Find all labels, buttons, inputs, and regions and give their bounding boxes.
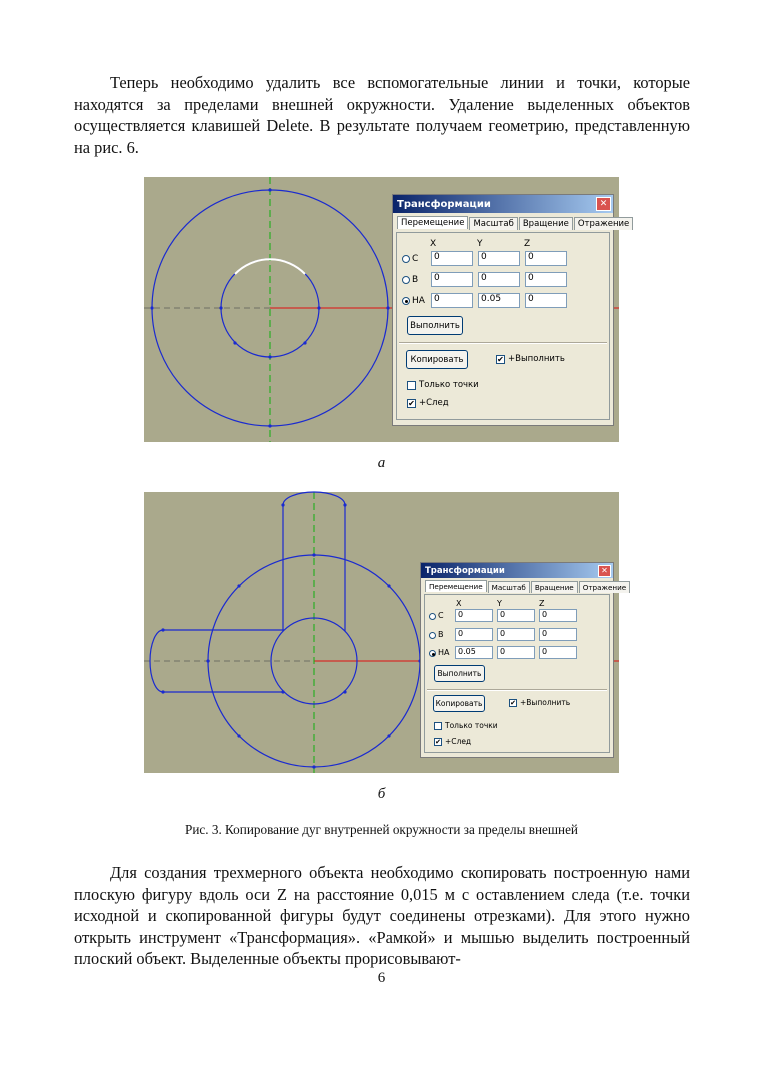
execute-button[interactable]: Выполнить — [407, 316, 463, 335]
plus-execute-checkbox[interactable]: ✔ — [510, 698, 516, 707]
only-points-checkbox[interactable] — [407, 381, 416, 390]
na-z-input[interactable]: 0 — [539, 646, 577, 659]
col-x-label: X — [456, 599, 462, 608]
close-icon[interactable]: ✕ — [598, 565, 611, 577]
tab-move[interactable]: Перемещение — [397, 216, 468, 229]
c-z-input[interactable]: 0 — [539, 609, 577, 622]
plus-trace-checkbox[interactable]: ✔ — [435, 737, 441, 746]
geometry-points — [161, 503, 421, 768]
plus-execute-label: +Выполнить — [508, 354, 565, 364]
col-z-label: Z — [524, 239, 531, 249]
page-number: 6 — [377, 970, 386, 986]
c-y-input[interactable]: 0 — [478, 251, 520, 266]
radio-c[interactable] — [402, 255, 410, 263]
na-y-input[interactable]: 0.05 — [478, 293, 520, 308]
dialog-tabs — [397, 217, 634, 230]
separator — [399, 342, 607, 344]
figure-a-label: а — [377, 455, 386, 471]
tab-scale[interactable]: Масштаб — [469, 217, 517, 230]
row-c-label: С — [412, 254, 419, 264]
dialog-titlebar[interactable] — [393, 195, 613, 213]
paragraph-top: Теперь необходимо удалить все вспомогательные линии и точки, которые находятся за пределами внешней окружности. Удаление выделенных объектов осуществляется клавишей Delete. В результате получаем геометрию, представленную на рис. 6. — [74, 73, 690, 157]
radio-na[interactable] — [402, 297, 410, 305]
na-y-input[interactable]: 0 — [497, 646, 535, 659]
row-c-label: С — [438, 611, 444, 620]
only-points-checkbox[interactable] — [434, 722, 442, 730]
tab-reflect[interactable]: Отражение — [579, 581, 631, 593]
separator — [427, 689, 607, 691]
row-b-label: В — [438, 630, 444, 639]
radio-b[interactable] — [429, 632, 436, 639]
tab-rotate[interactable]: Вращение — [531, 581, 578, 593]
tab-rotate[interactable]: Вращение — [519, 217, 573, 230]
copy-button[interactable]: Копировать — [406, 350, 468, 369]
tab-reflect[interactable]: Отражение — [574, 217, 633, 230]
b-x-input[interactable]: 0 — [431, 272, 473, 287]
plus-trace-label: +След — [445, 737, 472, 746]
plus-execute-checkbox[interactable]: ✔ — [497, 354, 504, 364]
b-y-input[interactable]: 0 — [478, 272, 520, 287]
c-y-input[interactable]: 0 — [497, 609, 535, 622]
dialog-title: Трансформации — [425, 565, 505, 576]
transform-dialog — [392, 194, 630, 426]
row-b-label: В — [412, 275, 419, 285]
row-na-label: НА — [438, 648, 450, 657]
c-x-input[interactable]: 0 — [455, 609, 493, 622]
col-y-label: Y — [477, 239, 483, 249]
dialog-tabs — [425, 581, 631, 593]
plus-execute-label: +Выполнить — [520, 698, 571, 707]
plus-trace-label: +След — [419, 398, 449, 408]
radio-c[interactable] — [429, 613, 436, 620]
na-x-input[interactable]: 0.05 — [455, 646, 493, 659]
dialog-titlebar[interactable] — [421, 563, 613, 578]
plus-trace-checkbox[interactable]: ✔ — [408, 398, 415, 408]
c-z-input[interactable]: 0 — [525, 251, 567, 266]
figure-a-canvas — [144, 177, 630, 442]
close-icon[interactable]: ✕ — [596, 197, 611, 211]
dialog-title: Трансформации — [397, 198, 491, 210]
transform-dialog — [420, 562, 627, 758]
b-y-input[interactable]: 0 — [497, 628, 535, 641]
paragraph-bottom: Для создания трехмерного объекта необходимо скопировать построенную нами плоскую фигуру вдоль оси Z на расстояние 0,015 м с оставлением следа (т.е. точки исходной и скопированной фигуры будут соединены отрезками). Для этого нужно открыть инструмент «Трансформация». «Рамкой» и мышью выделить построенный плоский объект. Выделенные объекты прорисовывают- — [74, 863, 690, 968]
b-z-input[interactable]: 0 — [539, 628, 577, 641]
radio-b[interactable] — [402, 276, 410, 284]
execute-button[interactable]: Выполнить — [434, 665, 485, 682]
row-na-label: НА — [412, 296, 425, 306]
tab-panel — [424, 594, 610, 753]
only-points-label: Только точки — [419, 380, 479, 390]
b-z-input[interactable]: 0 — [525, 272, 567, 287]
col-z-label: Z — [539, 599, 545, 608]
copy-button[interactable]: Копировать — [433, 695, 485, 712]
radio-na[interactable] — [429, 650, 436, 657]
c-x-input[interactable]: 0 — [431, 251, 473, 266]
tab-panel — [396, 232, 610, 420]
col-y-label: Y — [497, 599, 502, 608]
only-points-label: Только точки — [445, 721, 498, 730]
figure-b-label: б — [377, 786, 386, 802]
figure-caption: Рис. 3. Копирование дуг внутренней окружности за пределы внешней — [185, 822, 578, 837]
na-x-input[interactable]: 0 — [431, 293, 473, 308]
tab-move[interactable]: Перемещение — [425, 580, 487, 592]
b-x-input[interactable]: 0 — [455, 628, 493, 641]
figure-b-canvas — [144, 492, 627, 773]
tab-scale[interactable]: Масштаб — [488, 581, 530, 593]
col-x-label: X — [430, 239, 437, 249]
na-z-input[interactable]: 0 — [525, 293, 567, 308]
